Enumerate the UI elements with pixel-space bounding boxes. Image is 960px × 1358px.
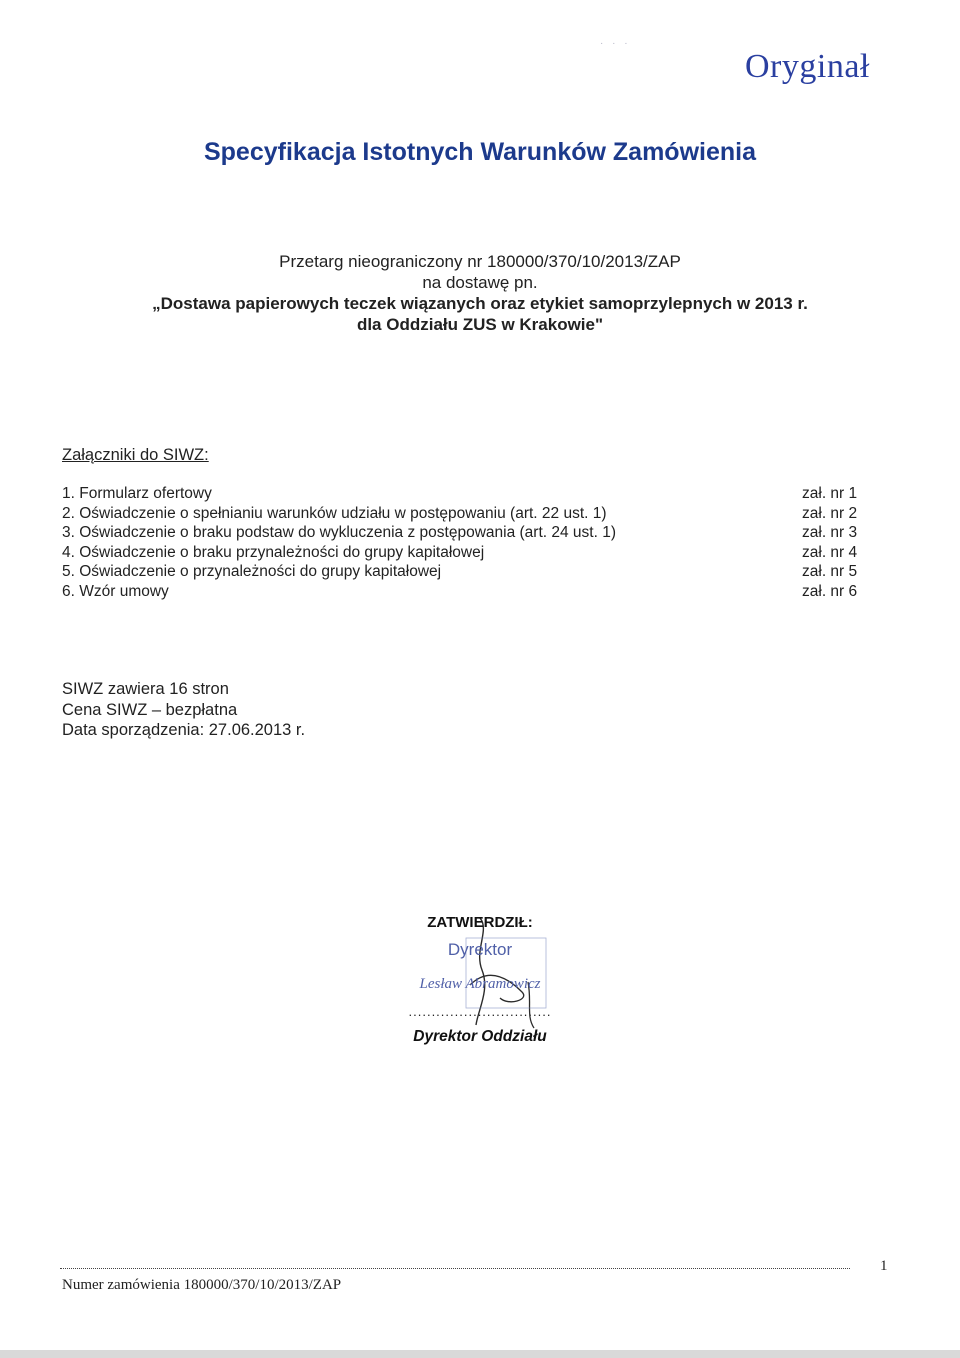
- scan-bottom-edge: [0, 1350, 960, 1358]
- tender-number-line: Przetarg nieograniczony nr 180000/370/10/2013/ZAP: [279, 252, 681, 271]
- list-item: [62, 582, 882, 602]
- attachment-title: 3. Oświadczenie o braku podstaw do wykluczenia z postępowania (art. 24 ust. 1): [62, 524, 616, 541]
- approved-label: ZATWIERDZIŁ:: [427, 914, 533, 931]
- subject-line: „Dostawa papierowych teczek wiązanych oraz etykiet samoprzylepnych w 2013 r.: [152, 294, 808, 313]
- attachment-ref: zał. nr 4: [802, 543, 858, 561]
- attachment-title: 2. Oświadczenie o spełnianiu warunków udziału w postępowaniu (art. 22 ust. 1): [62, 504, 607, 522]
- list-item: [62, 543, 882, 563]
- attachment-title: 1. Formularz ofertowy: [62, 485, 212, 502]
- attachments-heading: Załączniki do SIWZ:: [62, 446, 209, 464]
- attachment-ref: zał. nr 2: [802, 504, 858, 522]
- attachments-list: [62, 484, 882, 601]
- branch-line: dla Oddziału ZUS w Krakowie": [356, 315, 604, 334]
- list-item: [62, 484, 882, 504]
- attachment-ref: zał. nr 6: [802, 582, 858, 600]
- price: Cena SIWZ – bezpłatna: [62, 700, 238, 719]
- list-item: [62, 562, 882, 582]
- signer-role: Dyrektor Oddziału: [413, 1028, 547, 1045]
- preparation-date: Data sporządzenia: 27.06.2013 r.: [62, 721, 306, 739]
- footer-order-number: Numer zamówienia 180000/370/10/2013/ZAP: [62, 1277, 342, 1293]
- attachment-title: 5. Oświadczenie o przynależności do grupy kapitałowej: [62, 563, 442, 580]
- original-stamp: Oryginał: [745, 48, 870, 85]
- footer-divider: [60, 1268, 850, 1269]
- list-item: [62, 523, 882, 543]
- page-number: 1: [880, 1258, 888, 1274]
- director-stamp-title: Dyrektor: [447, 940, 513, 959]
- attachment-ref: zał. nr 1: [802, 485, 858, 502]
- attachment-title: 4. Oświadczenie o braku przynależności do grupy kapitałowej: [62, 543, 485, 561]
- attachment-ref: zał. nr 3: [802, 524, 858, 541]
- document-title: Specyfikacja Istotnych Warunków Zamówienia: [203, 138, 756, 166]
- attachment-ref: zał. nr 5: [802, 563, 858, 580]
- delivery-line: na dostawę pn.: [422, 273, 538, 292]
- page-count: SIWZ zawiera 16 stron: [62, 680, 229, 698]
- approval-block: [0, 910, 960, 1060]
- scan-specks: · · ·: [600, 38, 631, 49]
- signature-line: ...............................: [408, 1004, 552, 1019]
- document-info: [62, 679, 305, 741]
- director-stamp-name: Lesław Abramowicz: [419, 976, 541, 992]
- list-item: [62, 504, 882, 524]
- attachment-title: 6. Wzór umowy: [62, 582, 169, 600]
